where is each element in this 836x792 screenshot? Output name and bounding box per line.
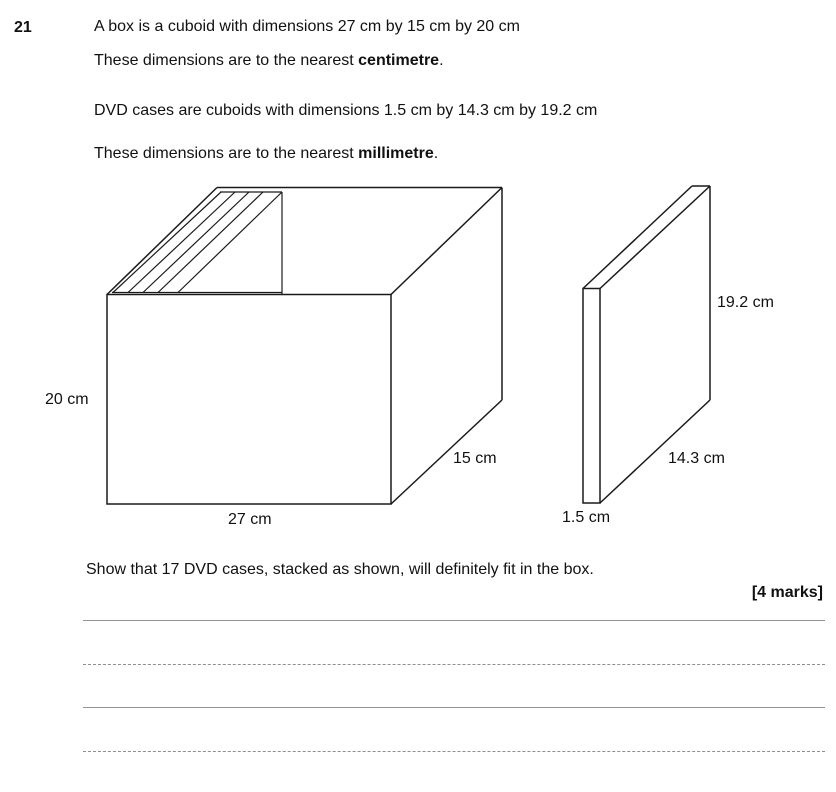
dvd-thickness-label: 1.5 cm bbox=[562, 509, 611, 526]
answer-line-2 bbox=[83, 664, 825, 665]
dvd-width-label: 14.3 cm bbox=[668, 450, 725, 467]
intro-line-4-bold-word: millimetre bbox=[358, 145, 434, 162]
box-width-label: 27 cm bbox=[228, 511, 272, 528]
box-top-right-edge bbox=[391, 188, 502, 295]
dvd-top-left-edge bbox=[583, 186, 692, 289]
marks-badge: [4 marks] bbox=[751, 584, 823, 601]
intro-line-1: A box is a cuboid with dimensions 27 cm by 15 cm by 20 cm bbox=[94, 18, 520, 35]
answer-line-1 bbox=[83, 620, 825, 621]
box-top-left-edge bbox=[107, 188, 217, 295]
dvd-top-right-edge bbox=[600, 186, 710, 289]
answer-line-3 bbox=[83, 707, 825, 708]
intro-line-2-suffix: . bbox=[439, 52, 444, 69]
answer-line-4 bbox=[83, 751, 825, 752]
intro-line-2-prefix: These dimensions are to the nearest bbox=[94, 52, 359, 69]
dvd-height-label: 19.2 cm bbox=[717, 294, 774, 311]
stack-case-edge-4 bbox=[158, 192, 263, 293]
stack-case-edge-1 bbox=[113, 192, 221, 293]
box-front-face bbox=[107, 295, 391, 505]
box-height-label: 20 cm bbox=[45, 391, 89, 408]
intro-line-4-prefix: These dimensions are to the nearest bbox=[94, 145, 359, 162]
task-prompt: Show that 17 DVD cases, stacked as shown, will definitely fit in the box. bbox=[86, 561, 594, 578]
stack-case-edge-2 bbox=[128, 192, 235, 293]
intro-line-3: DVD cases are cuboids with dimensions 1.5 cm by 14.3 cm by 19.2 cm bbox=[94, 102, 598, 119]
stack-case-edge-5 bbox=[178, 192, 282, 293]
dvd-front-face bbox=[583, 289, 600, 504]
box-diagram bbox=[107, 188, 502, 505]
intro-line-2-bold-word: centimetre bbox=[358, 52, 440, 69]
intro-line-4-suffix: . bbox=[433, 145, 439, 162]
box-depth-label: 15 cm bbox=[453, 450, 497, 467]
question-number: 21 bbox=[14, 19, 32, 36]
